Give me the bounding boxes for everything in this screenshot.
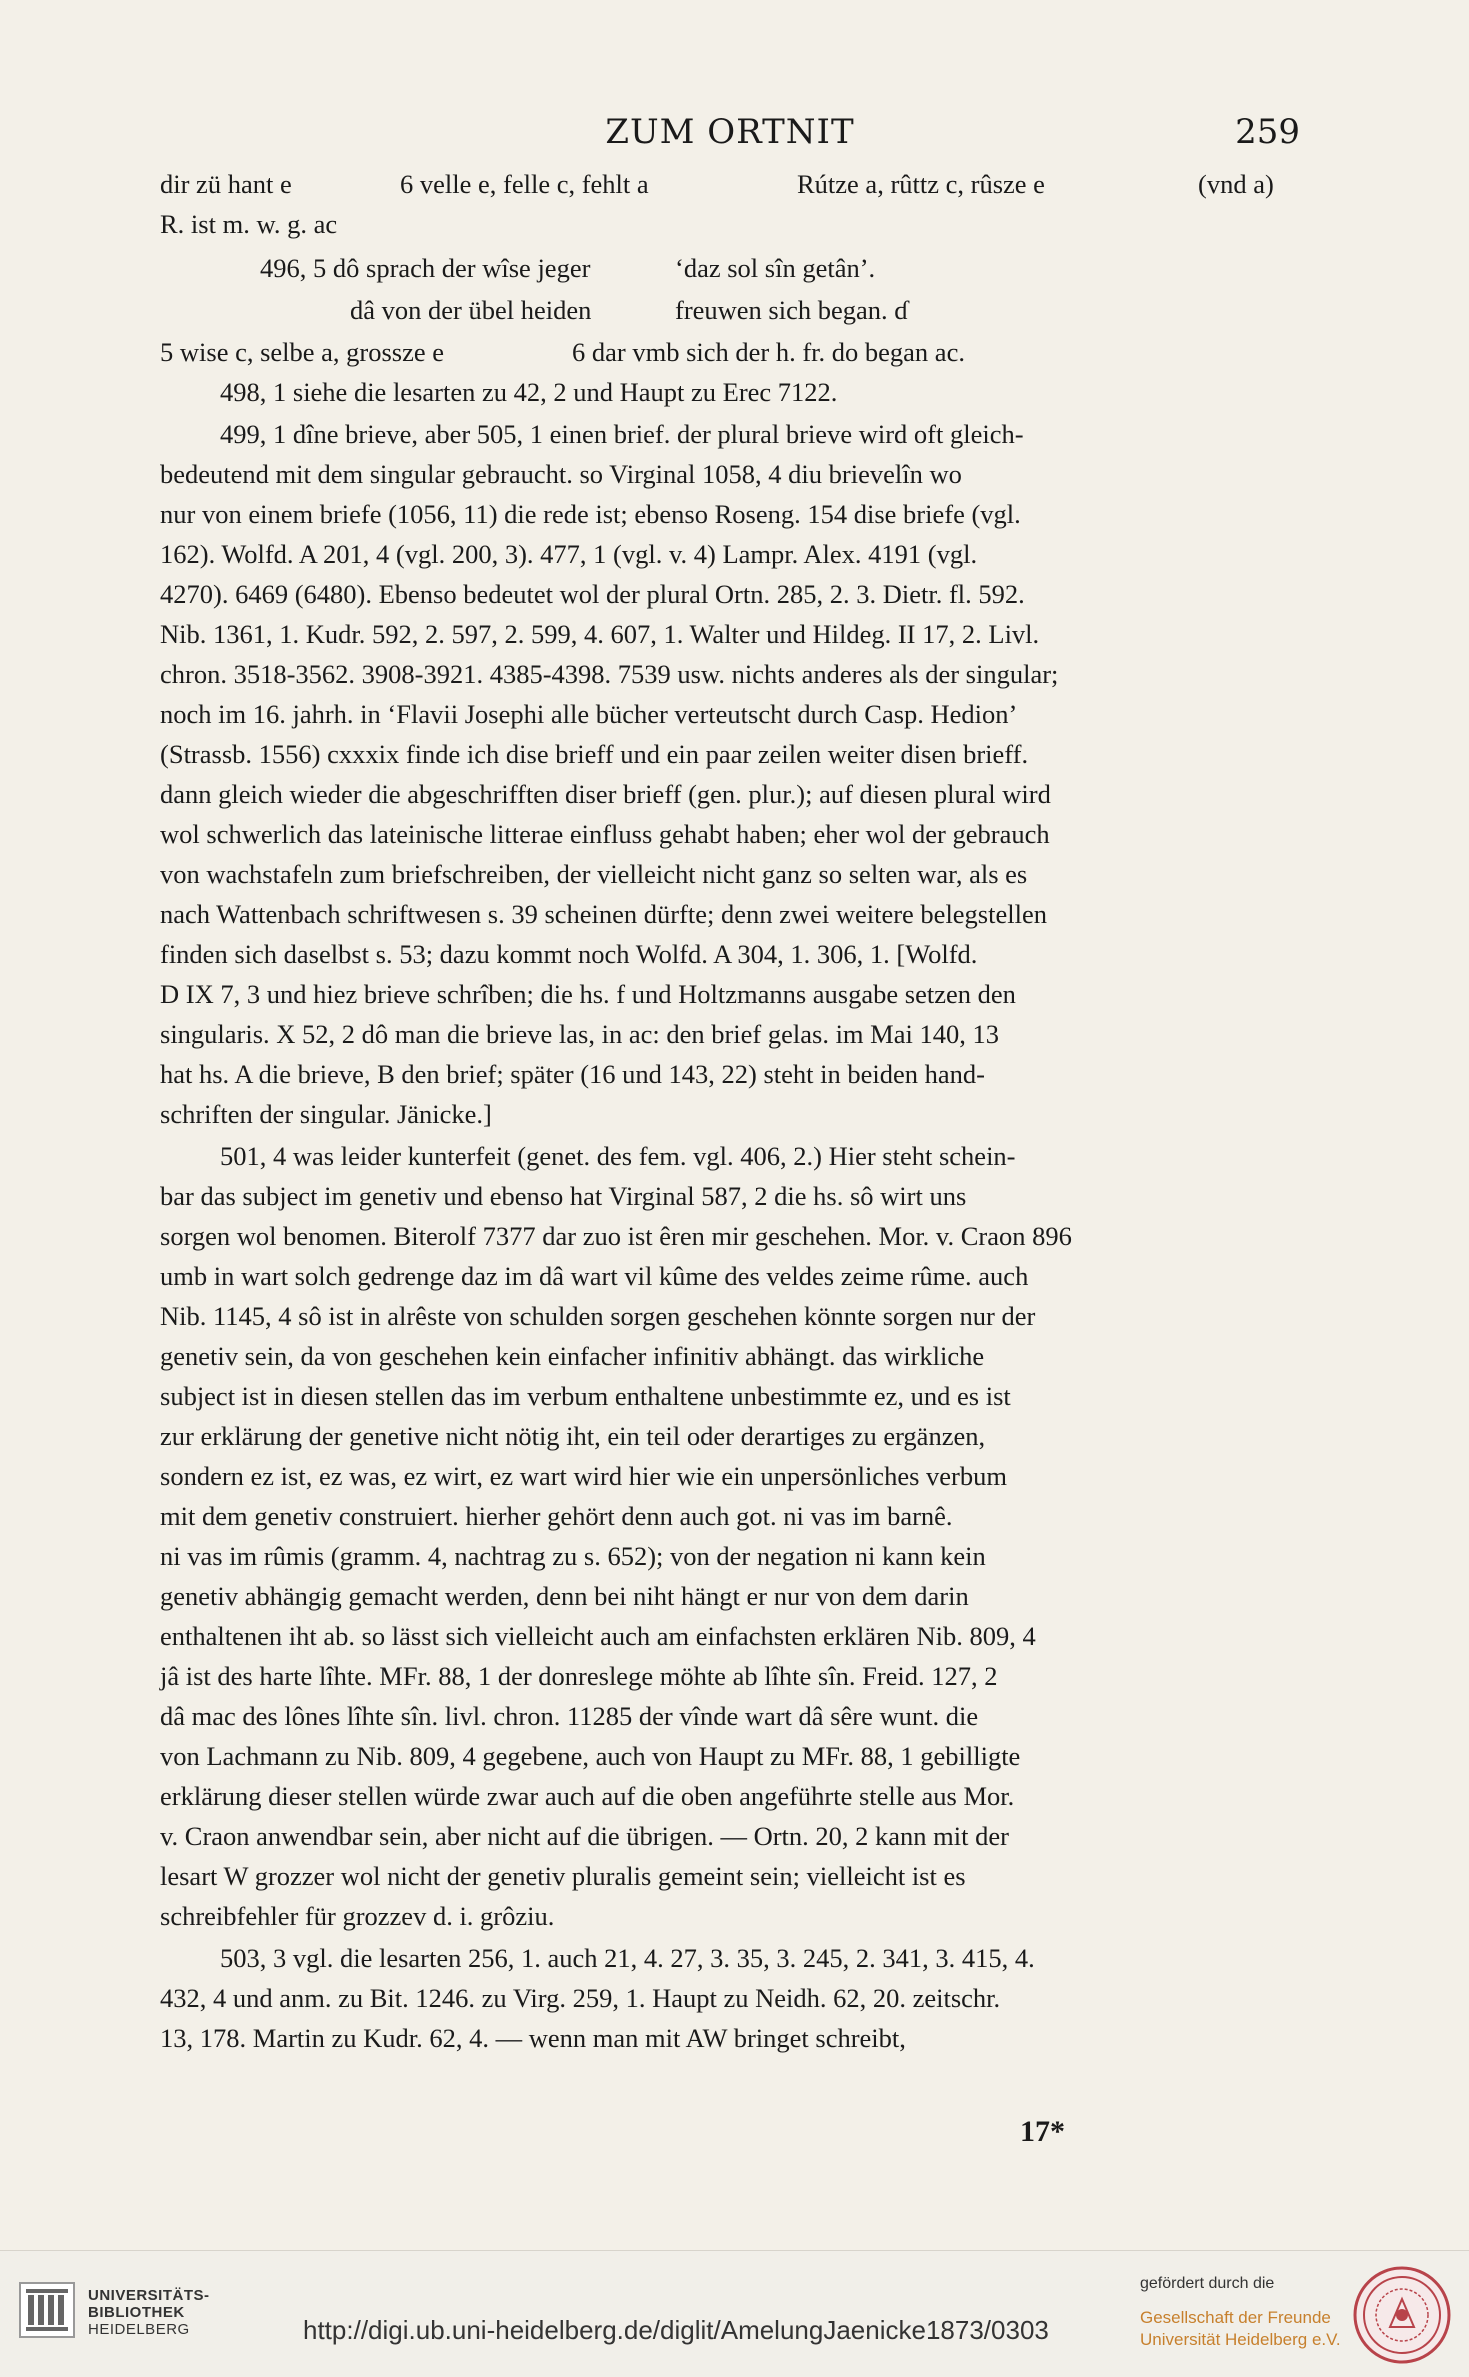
text-segment: Nib. 1361, 1. Kudr. 592, 2. 597, 2. 599, 4. 607, 1. Walter und Hildeg. II 17, 2. Livl. [160, 619, 1040, 649]
text-segment: 501, 4 was leider kunterfeit (genet. des fem. vgl. 406, 2.) Hier steht schein- [220, 1141, 1016, 1171]
page-title: ZUM ORTNIT [605, 112, 855, 152]
text-segment: D IX 7, 3 und hiez brieve schrîben; die hs. f und Holtzmanns ausgabe setzen den [160, 979, 1016, 1009]
sponsor-org-line: Gesellschaft der Freunde [1140, 2308, 1331, 2327]
signature-mark: 17* [1020, 2115, 1065, 2148]
university-library-logo-icon [18, 2281, 76, 2339]
text-segment: 6 velle e, felle c, fehlt a [400, 169, 649, 199]
text-segment: 13, 178. Martin zu Kudr. 62, 4. — wenn man mit AW bringet schreibt, [160, 2023, 906, 2053]
text-segment: R. ist m. w. g. ac [160, 209, 338, 239]
text-segment: wol schwerlich das lateinische litterae einfluss gehabt haben; eher wol der gebrauch [160, 819, 1050, 849]
text-segment: finden sich daselbst s. 53; dazu kommt noch Wolfd. A 304, 1. 306, 1. [Wolfd. [160, 939, 978, 969]
text-segment: dâ mac des lônes lîhte sîn. livl. chron. 11285 der vînde wart dâ sêre wunt. die [160, 1701, 979, 1731]
text-segment: 162). Wolfd. A 201, 4 (vgl. 200, 3). 477, 1 (vgl. v. 4) Lampr. Alex. 4191 (vgl. [160, 539, 978, 569]
text-segment: dâ von der übel heiden [350, 295, 592, 325]
sponsor-block [1140, 2275, 1341, 2351]
library-name-line: HEIDELBERG [88, 2321, 190, 2338]
text-segment: 5 wise c, selbe a, grossze e [160, 337, 445, 367]
text-segment: enthaltenen iht ab. so lässt sich vielleicht auch am einfachsten erklären Nib. 809, 4 [160, 1621, 1036, 1651]
text-segment: umb in wart solch gedrenge daz im dâ wart vil kûme des veldes zeime rûme. auch [160, 1261, 1029, 1291]
running-header [160, 112, 1300, 162]
text-segment: zur erklärung der genetive nicht nötig iht, ein teil oder derartiges zu ergänzen, [160, 1421, 986, 1451]
permalink-url[interactable]: http://digi.ub.uni-heidelberg.de/diglit/AmelungJaenicke1873/0303 [303, 2315, 1049, 2345]
text-segment: singularis. X 52, 2 dô man die brieve las, in ac: den brief gelas. im Mai 140, 13 [160, 1019, 999, 1049]
text-segment: sondern ez ist, ez was, ez wirt, ez wart wird hier wie ein unpersönliches verbum [160, 1461, 1007, 1491]
text-segment: genetiv abhängig gemacht werden, denn bei niht hängt er nur von dem darin [160, 1581, 969, 1611]
sponsor-org-line: Universität Heidelberg e.V. [1140, 2330, 1341, 2349]
page-number: 259 [1235, 112, 1300, 152]
text-segment: hat hs. A die brieve, B den brief; später (16 und 143, 22) steht in beiden hand- [160, 1059, 985, 1089]
text-segment: bedeutend mit dem singular gebraucht. so Virginal 1058, 4 diu brievelîn wo [160, 459, 962, 489]
text-segment: 6 dar vmb sich der h. fr. do began ac. [572, 337, 965, 367]
text-segment: 4270). 6469 (6480). Ebenso bedeutet wol der plural Ortn. 285, 2. 3. Dietr. fl. 592. [160, 579, 1025, 609]
text-segment: 432, 4 und anm. zu Bit. 1246. zu Virg. 259, 1. Haupt zu Neidh. 62, 20. zeitschr. [160, 1983, 1001, 2013]
text-segment: erklärung dieser stellen würde zwar auch auf die oben angeführte stelle aus Mor. [160, 1781, 1015, 1811]
text-segment: (vnd a) [1198, 169, 1274, 199]
text-segment: dir zü hant e [160, 169, 292, 199]
text-segment: schriften der singular. Jänicke.] [160, 1099, 492, 1129]
text-segment: (Strassb. 1556) cxxxix finde ich dise brieff und ein paar zeilen weiter disen brieff. [160, 739, 1029, 769]
text-segment: schreibfehler für grozzev d. i. grôziu. [160, 1901, 555, 1931]
text-segment: Rútze a, rûttz c, rûsze e [797, 169, 1045, 199]
text-segment: sorgen wol benomen. Biterolf 7377 dar zuo ist êren mir geschehen. Mor. v. Craon 896 [160, 1221, 1072, 1251]
text-segment: nur von einem briefe (1056, 11) die rede ist; ebenso Roseng. 154 dise briefe (vgl. [160, 499, 1021, 529]
text-segment: bar das subject im genetiv und ebenso hat Virginal 587, 2 die hs. sô wirt uns [160, 1181, 967, 1211]
footer-bar [0, 2250, 1469, 2377]
text-segment: nach Wattenbach schriftwesen s. 39 scheinen dürfte; denn zwei weitere belegstellen [160, 899, 1047, 929]
text-segment: ni vas im rûmis (gramm. 4, nachtrag zu s. 652); von der negation ni kann kein [160, 1541, 986, 1571]
text-segment: mit dem genetiv construiert. hierher gehört denn auch got. ni vas im barnê. [160, 1501, 953, 1531]
sponsor-label: gefördert durch die [1140, 2275, 1275, 2292]
text-segment: 498, 1 siehe die lesarten zu 42, 2 und Haupt zu Erec 7122. [220, 377, 838, 407]
university-seal-icon [1352, 2265, 1452, 2365]
text-segment: ‘daz sol sîn getân’. [675, 253, 876, 283]
text-segment: Nib. 1145, 4 sô ist in alrêste von schulden sorgen geschehen könnte sorgen nur der [160, 1301, 1036, 1331]
library-name-line: BIBLIOTHEK [88, 2304, 185, 2321]
text-segment: von wachstafeln zum briefschreiben, der vielleicht nicht ganz so selten war, als es [160, 859, 1028, 889]
text-segment: lesart W grozzer wol nicht der genetiv pluralis gemeint sein; vielleicht ist es [160, 1861, 966, 1891]
library-name [88, 2287, 210, 2338]
text-segment: jâ ist des harte lîhte. MFr. 88, 1 der donreslege möhte ab lîhte sîn. Freid. 127, 2 [160, 1661, 998, 1691]
text-segment: von Lachmann zu Nib. 809, 4 gegebene, auch von Haupt zu MFr. 88, 1 gebilligte [160, 1741, 1021, 1771]
text-segment: 499, 1 dîne brieve, aber 505, 1 einen brief. der plural brieve wird oft gleich- [220, 419, 1024, 449]
text-segment: freuwen sich began. ɗ [675, 295, 908, 325]
text-segment: 496, 5 dô sprach der wîse jeger [260, 253, 591, 283]
text-segment: subject ist in diesen stellen das im verbum enthaltene unbestimmte ez, und es ist [160, 1381, 1011, 1411]
text-segment: noch im 16. jahrh. in ‘Flavii Josephi alle bücher verteutscht durch Casp. Hedion’ [160, 699, 1018, 729]
text-segment: dann gleich wieder die abgeschrifften diser brieff (gen. plur.); auf diesen plural wird [160, 779, 1051, 809]
text-segment: genetiv sein, da von geschehen kein einfacher infinitiv abhängt. das wirkliche [160, 1341, 985, 1371]
text-segment: v. Craon anwendbar sein, aber nicht auf die übrigen. — Ortn. 20, 2 kann mit der [160, 1821, 1009, 1851]
text-segment: chron. 3518-3562. 3908-3921. 4385-4398. 7539 usw. nichts anderes als der singular; [160, 659, 1059, 689]
library-name-line: UNIVERSITÄTS- [88, 2287, 210, 2304]
text-segment: 503, 3 vgl. die lesarten 256, 1. auch 21, 4. 27, 3. 35, 3. 245, 2. 341, 3. 415, 4. [220, 1943, 1035, 1973]
